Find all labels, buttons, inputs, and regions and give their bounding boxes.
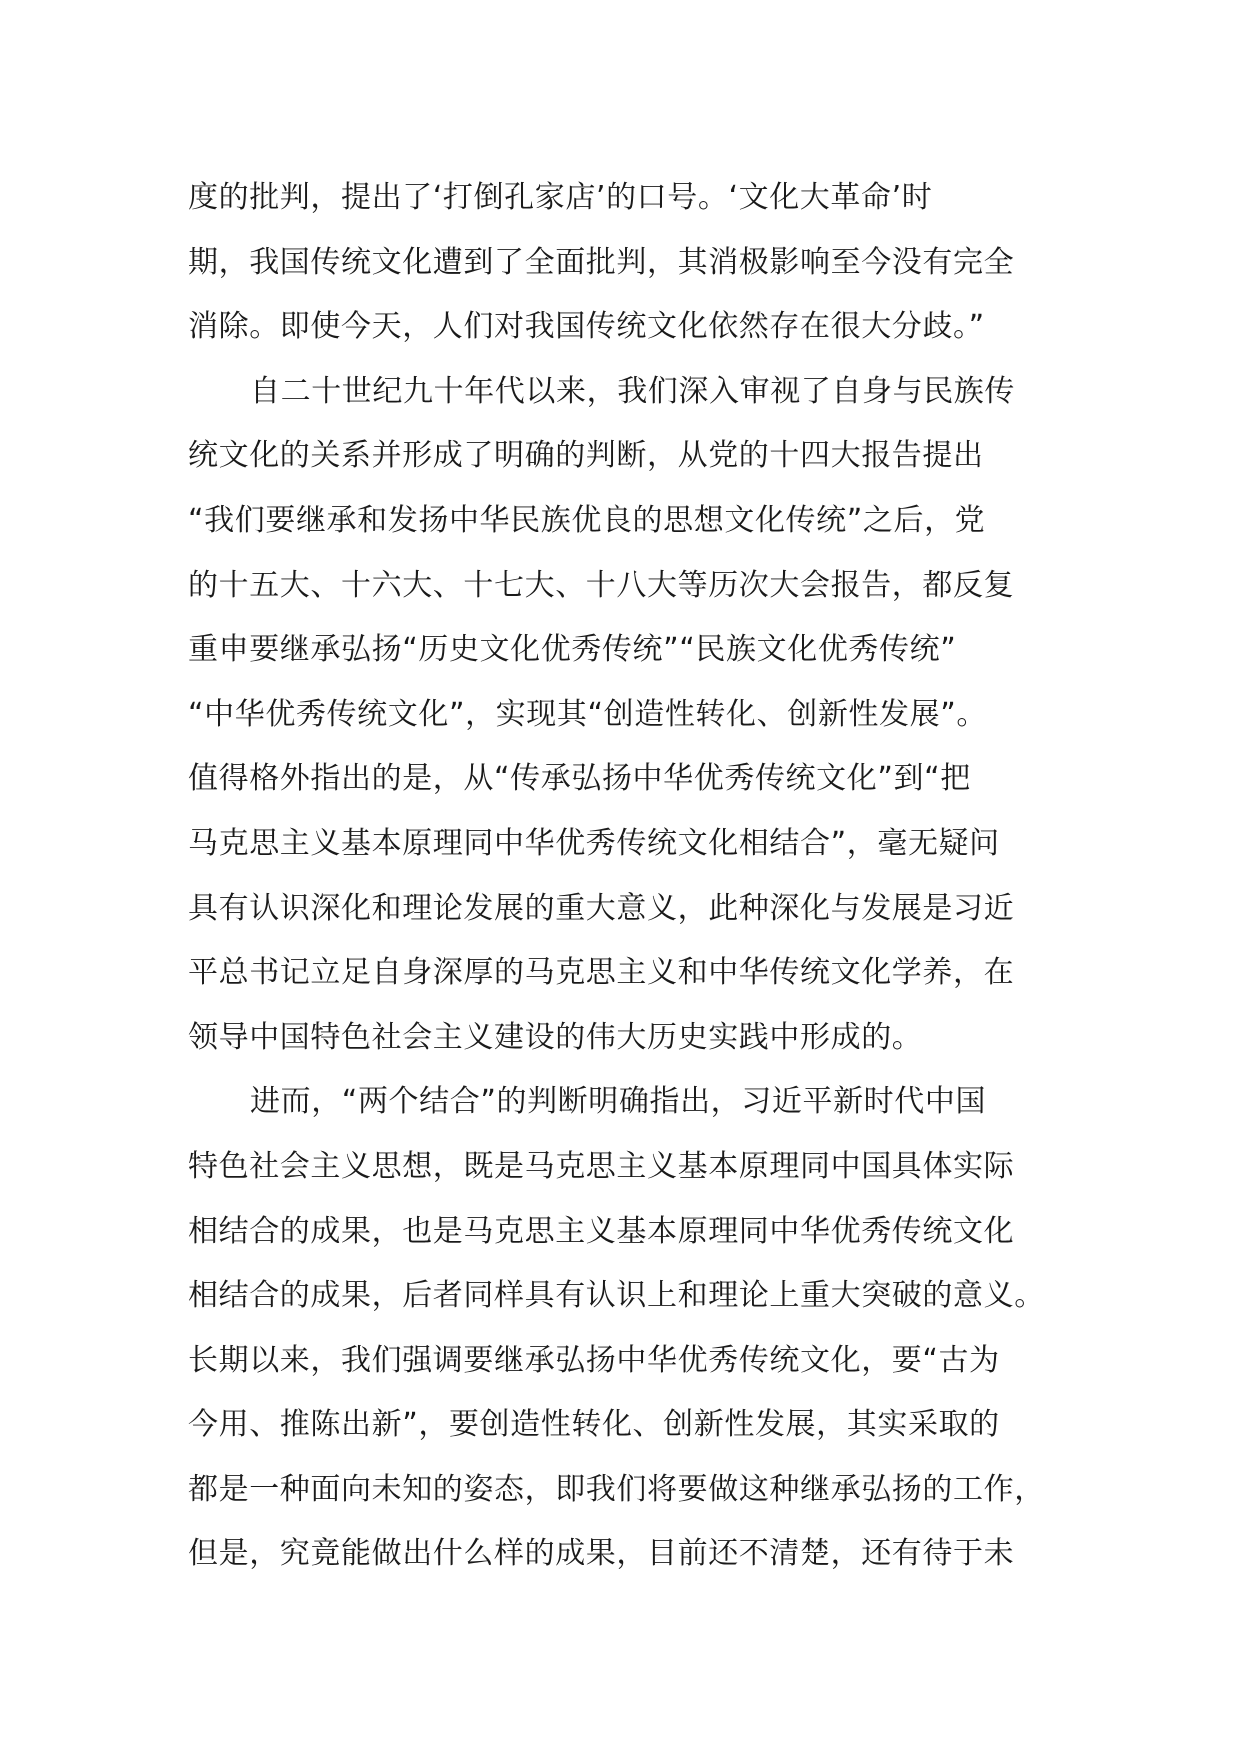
paragraph-first-line: 自二十世纪九十年代以来，我们深入审视了自身与民族传 [250, 373, 1015, 409]
text-line: “我们要继承和发扬中华民族优良的思想文化传统”之后，党 [188, 502, 986, 538]
text-line: 领导中国特色社会主义建设的伟大历史实践中形成的。 [188, 1019, 923, 1055]
text-line: 的十五大、十六大、十七大、十八大等历次大会报告，都反复 [188, 567, 1015, 603]
text-line: 长期以来，我们强调要继承弘扬中华优秀传统文化，要“古为 [188, 1342, 1000, 1378]
text-line: 平总书记立足自身深厚的马克思主义和中华传统文化学养，在 [188, 955, 1015, 991]
text-line: 值得格外指出的是，从“传承弘扬中华优秀传统文化”到“把 [188, 761, 971, 797]
text-line: 统文化的关系并形成了明确的判断，从党的十四大报告提出 [188, 438, 984, 474]
text-line: 期，我国传统文化遭到了全面批判，其消极影响至今没有完全 [188, 244, 1015, 280]
body-text [188, 166, 1068, 1587]
text-line: 具有认识深化和理论发展的重大意义，此种深化与发展是习近 [188, 890, 1015, 926]
text-line: 特色社会主义思想，既是马克思主义基本原理同中国具体实际 [188, 1148, 1015, 1184]
paragraph-first-line: 进而，“两个结合”的判断明确指出，习近平新时代中国 [250, 1084, 987, 1120]
text-line: 都是一种面向未知的姿态，即我们将要做这种继承弘扬的工作， [188, 1471, 1045, 1507]
text-line: 马克思主义基本原理同中华优秀传统文化相结合”，毫无疑问 [188, 825, 1000, 861]
text-line: 相结合的成果，后者同样具有认识上和理论上重大突破的意义。 [188, 1278, 1045, 1314]
text-line: “中华优秀传统文化”，实现其“创造性转化、创新性发展”。 [188, 696, 987, 732]
text-line: 但是，究竟能做出什么样的成果，目前还不清楚，还有待于未 [188, 1536, 1015, 1572]
text-line: 相结合的成果，也是马克思主义基本原理同中华优秀传统文化 [188, 1213, 1015, 1249]
text-line: 今用、推陈出新”，要创造性转化、创新性发展，其实采取的 [188, 1407, 1000, 1443]
text-line: 消除。即使今天，人们对我国传统文化依然存在很大分歧。” [188, 309, 985, 345]
text-line: 重申要继承弘扬“历史文化优秀传统”“民族文化优秀传统” [188, 632, 957, 668]
text-line: 度的批判，提出了‘打倒孔家店’的口号。‘文化大革命’时 [188, 180, 933, 215]
